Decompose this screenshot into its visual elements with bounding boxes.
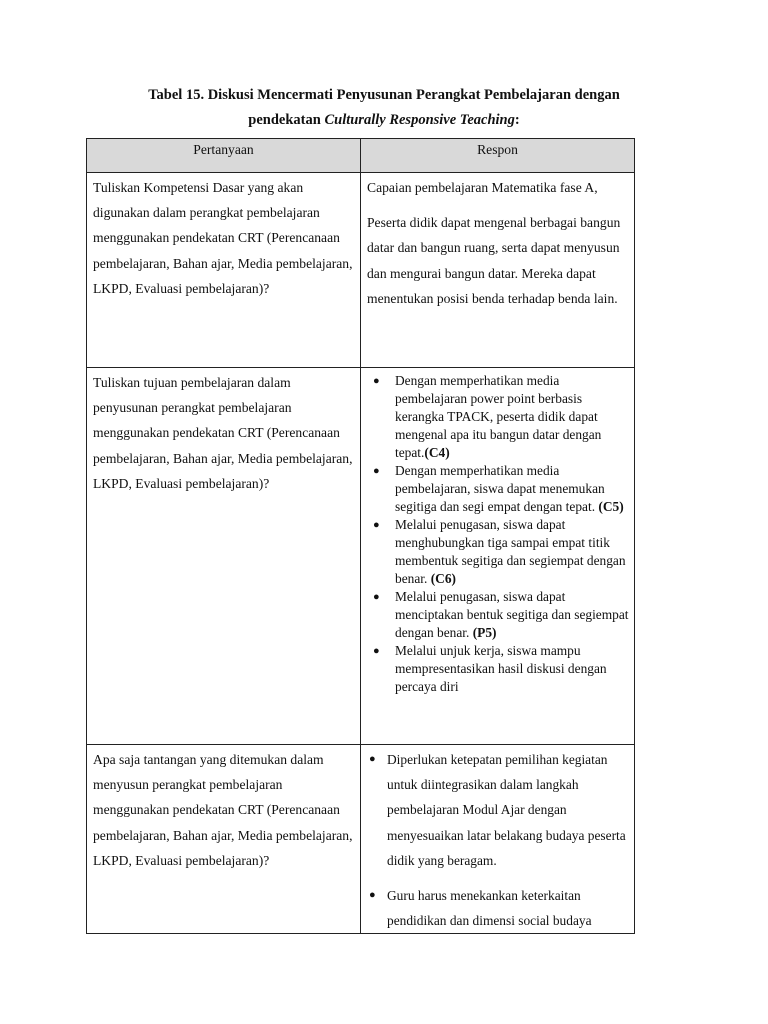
bullet-icon: ● [373,519,380,531]
title-suffix: : [514,112,520,128]
response-cell [361,368,635,745]
table-title-line-2 [0,112,768,129]
challenges-list [367,747,630,933]
response-paragraph: Capaian pembelajaran Matematika fase A, [367,180,598,195]
list-item: ● Dengan memperhatikan media pembelajaran power point berbasis kerangka TPACK, peserta didik dapat mengenal apa itu bangun datar dengan tepat.(C4) [373,373,602,460]
bullet-icon: ● [373,465,380,477]
question-cell [87,745,361,934]
discussion-table [86,138,635,934]
table-row [87,368,635,745]
response-paragraph: Peserta didik dapat mengenal berbagai bangun datar dan bangun ruang, serta dapat menyusun dan mengurai bangun datar. Mereka dapat menentukan posisi benda terhadap benda lain. [367,215,621,306]
bullet-icon: ● [369,889,376,902]
response-cell [361,745,635,934]
list-item: ● Melalui unjuk kerja, siswa mampu mempresentasikan hasil diskusi dengan percaya diri [373,643,607,694]
list-item: ● Melalui penugasan, siswa dapat menciptakan bentuk segitiga dan segiempat dengan benar. (P5) [373,589,629,640]
response-cell [361,173,635,368]
question-text: Tuliskan Kompetensi Dasar yang akan digunakan dalam perangkat pembelajaran menggunakan pendekatan CRT (Perencanaan pembelajaran, Bahan ajar, Media pembelajaran, LKPD, Evaluasi pembelajaran)? [93,180,353,296]
table-row [87,173,635,368]
bullet-icon: ● [373,375,380,387]
question-cell [87,368,361,745]
question-text: Apa saja tantangan yang ditemukan dalam menyusun perangkat pembelajaran menggunakan pendekatan CRT (Perencanaan pembelajaran, Bahan ajar, Media pembelajaran, LKPD, Evaluasi pembelajaran)? [93,752,353,868]
header-pertanyaan: Pertanyaan [87,139,361,173]
objectives-list [367,372,630,696]
title-prefix: pendekatan [248,112,325,128]
list-item: ● Guru harus menekankan keterkaitan pendidikan dan dimensi social budaya [367,883,630,933]
bullet-icon: ● [373,591,380,603]
title-italic-term: Culturally Responsive Teaching [324,112,515,128]
list-item: ● Melalui penugasan, siswa dapat menghubungkan tiga sampai empat titik membentuk segitiga dan segiempat dengan benar. (C6) [373,517,626,586]
table-title-line-1: Tabel 15. Diskusi Mencermati Penyusunan Perangkat Pembelajaran dengan [148,87,620,103]
header-respon: Respon [361,139,635,173]
list-item: ● Diperlukan ketepatan pemilihan kegiatan untuk diintegrasikan dalam langkah pembelajaran Modul Ajar dengan menyesuaikan latar belakang budaya peserta didik yang beragam. [367,747,630,873]
question-cell [87,173,361,368]
table-row [87,745,635,934]
list-item: ● Dengan memperhatikan media pembelajaran, siswa dapat menemukan segitiga dan segi empat dengan tepat. (C5) [373,463,624,514]
bullet-icon: ● [373,645,380,657]
bullet-icon: ● [369,753,376,765]
question-text: Tuliskan tujuan pembelajaran dalam penyusunan perangkat pembelajaran menggunakan pendekatan CRT (Perencanaan pembelajaran, Bahan ajar, Media pembelajaran, LKPD, Evaluasi pembelajaran)? [93,375,353,491]
header-row [87,139,635,173]
